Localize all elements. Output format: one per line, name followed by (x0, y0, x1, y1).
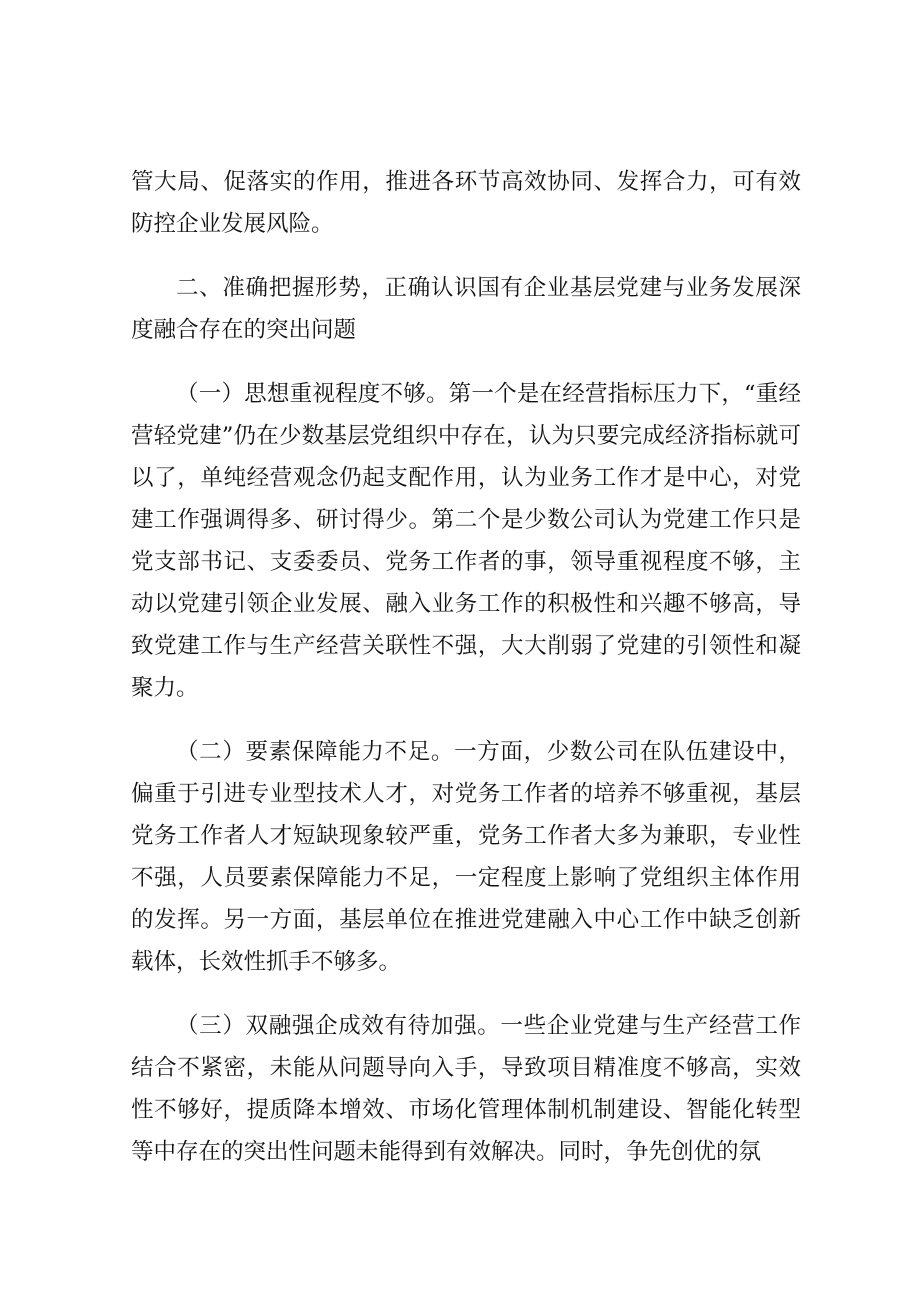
section-heading: 二、准确把握形势，正确认识国有企业基层党建与业务发展深度融合存在的突出问题 (131, 275, 801, 343)
paragraph-2: （二）要素保障能力不足。一方面，少数公司在队伍建设中，偏重于引进专业型技术人才，对党务工作者的培养不够重视，基层党务工作者人才短缺现象较严重，党务工作者大多为兼职，专业性不强，人员要素保障能力不足，一定程度上影响了党组织主体作用的发挥。另一方面，基层单位在推进党建融入中心工作中缺乏创新载体，长效性抓手不够多。 (131, 739, 801, 975)
document-body (131, 161, 801, 1173)
paragraph-1: （一）思想重视程度不够。第一个是在经营指标压力下，“重经营轻党建”仍在少数基层党组织中存在，认为只要完成经济指标就可以了，单纯经营观念仍起支配作用，认为业务工作才是中心，对党建工作强调得多、研讨得少。第二个是少数公司认为党建工作只是党支部书记、支委委员、党务工作者的事，领导重视程度不够，主动以党建引领企业发展、融入业务工作的积极性和兴趣不够高，导致党建工作与生产经营关联性不强，大大削弱了党建的引领性和凝聚力。 (131, 381, 801, 701)
paragraph-continued: 管大局、促落实的作用，推进各环节高效协同、发挥合力，可有效防控企业发展风险。 (131, 169, 801, 237)
paragraph-3: （三）双融强企成效有待加强。一些企业党建与生产经营工作结合不紧密，未能从问题导向入手，导致项目精准度不够高，实效性不够好，提质降本增效、市场化管理体制机制建设、智能化转型等中存在的突出性问题未能得到有效解决。同时，争先创优的氛 (131, 1013, 801, 1165)
